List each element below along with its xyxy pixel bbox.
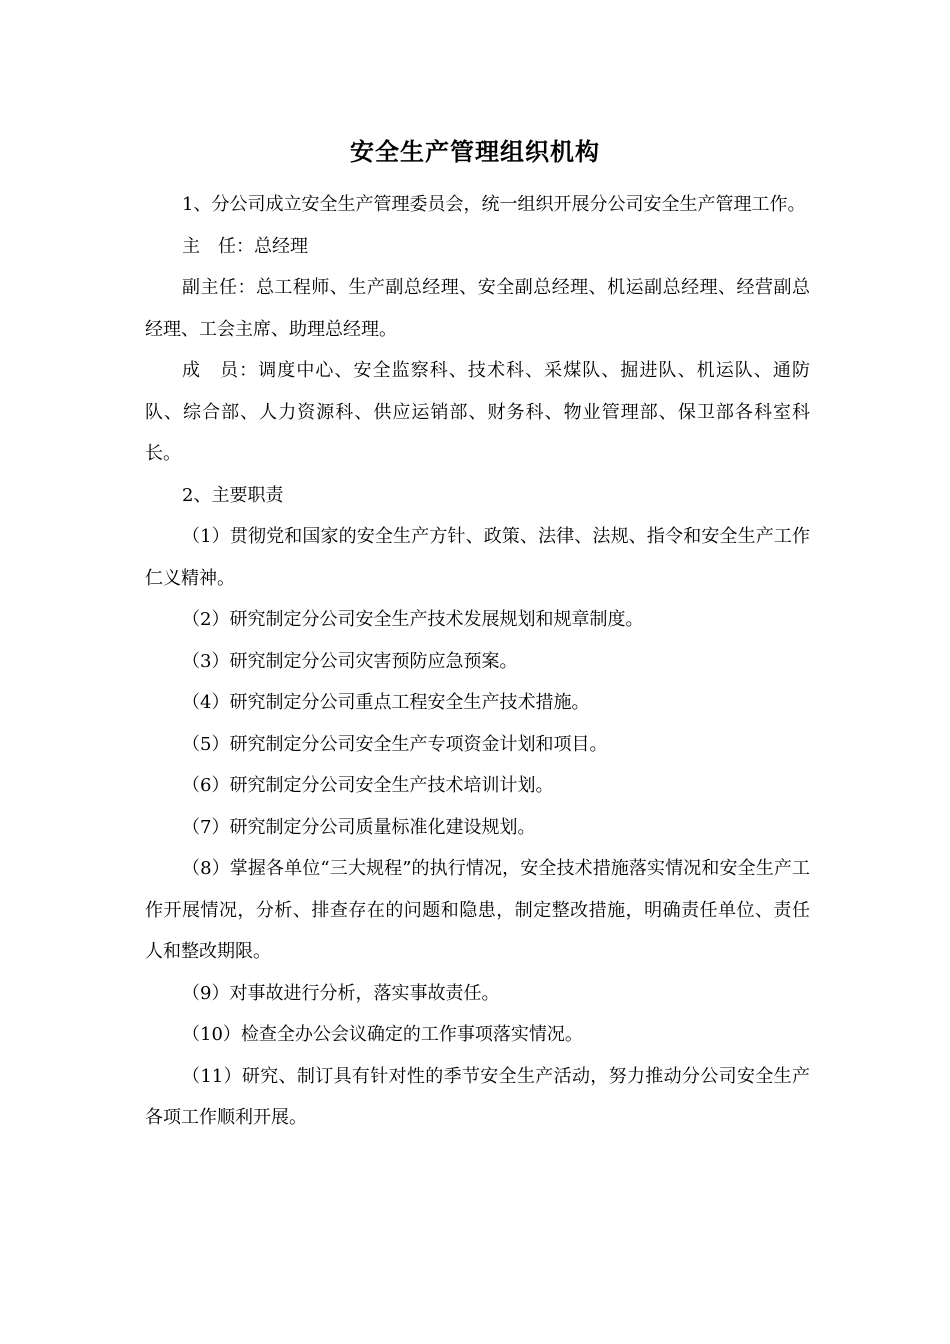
paragraph-committee: 1、分公司成立安全生产管理委员会，统一组织开展分公司安全生产管理工作。 — [182, 194, 806, 215]
duty-item-6: （6）研究制定分公司安全生产技术培训计划。 — [182, 775, 554, 796]
duty-item-1: （1）贯彻党和国家的安全生产方针、政策、法律、法规、指令和安全生产工作仁义精神。 — [145, 526, 810, 589]
duty-item-10: （10）检查全办公会议确定的工作事项落实情况。 — [182, 1024, 583, 1045]
duty-item-9: （9）对事故进行分析，落实事故责任。 — [182, 982, 500, 1004]
paragraph-duties-heading: 2、主要职责 — [182, 484, 284, 506]
duty-item-11: （11）研究、制订具有针对性的季节安全生产活动，努力推动分公司安全生产各项工作顺利开展。 — [145, 1065, 810, 1128]
paragraph-director: 主 任：总经理 — [182, 235, 308, 257]
duty-item-3: （3）研究制定分公司灾害预防应急预案。 — [182, 650, 518, 672]
duty-item-5: （5）研究制定分公司安全生产专项资金计划和项目。 — [182, 733, 608, 755]
page-title: 安全生产管理组织机构 — [350, 137, 600, 166]
document-body — [145, 184, 810, 1139]
paragraph-members: 成 员：调度中心、安全监察科、技术科、采煤队、掘进队、机运队、通防队、综合部、人力资源科、供应运销部、财务科、物业管理部、保卫部各科室科长。 — [145, 360, 810, 464]
duty-item-7: （7）研究制定分公司质量标准化建设规划。 — [182, 816, 536, 838]
duty-item-2: （2）研究制定分公司安全生产技术发展规划和规章制度。 — [182, 609, 644, 630]
duty-item-4: （4）研究制定分公司重点工程安全生产技术措施。 — [182, 692, 590, 713]
duty-item-8: （8）掌握各单位“三大规程”的执行情况，安全技术措施落实情况和安全生产工作开展情况，分析、排查存在的问题和隐患，制定整改措施，明确责任单位、责任人和整改期限。 — [145, 858, 810, 962]
paragraph-deputy-director: 副主任：总工程师、生产副总经理、安全副总经理、机运副总经理、经营副总经理、工会主席、助理总经理。 — [145, 277, 810, 340]
